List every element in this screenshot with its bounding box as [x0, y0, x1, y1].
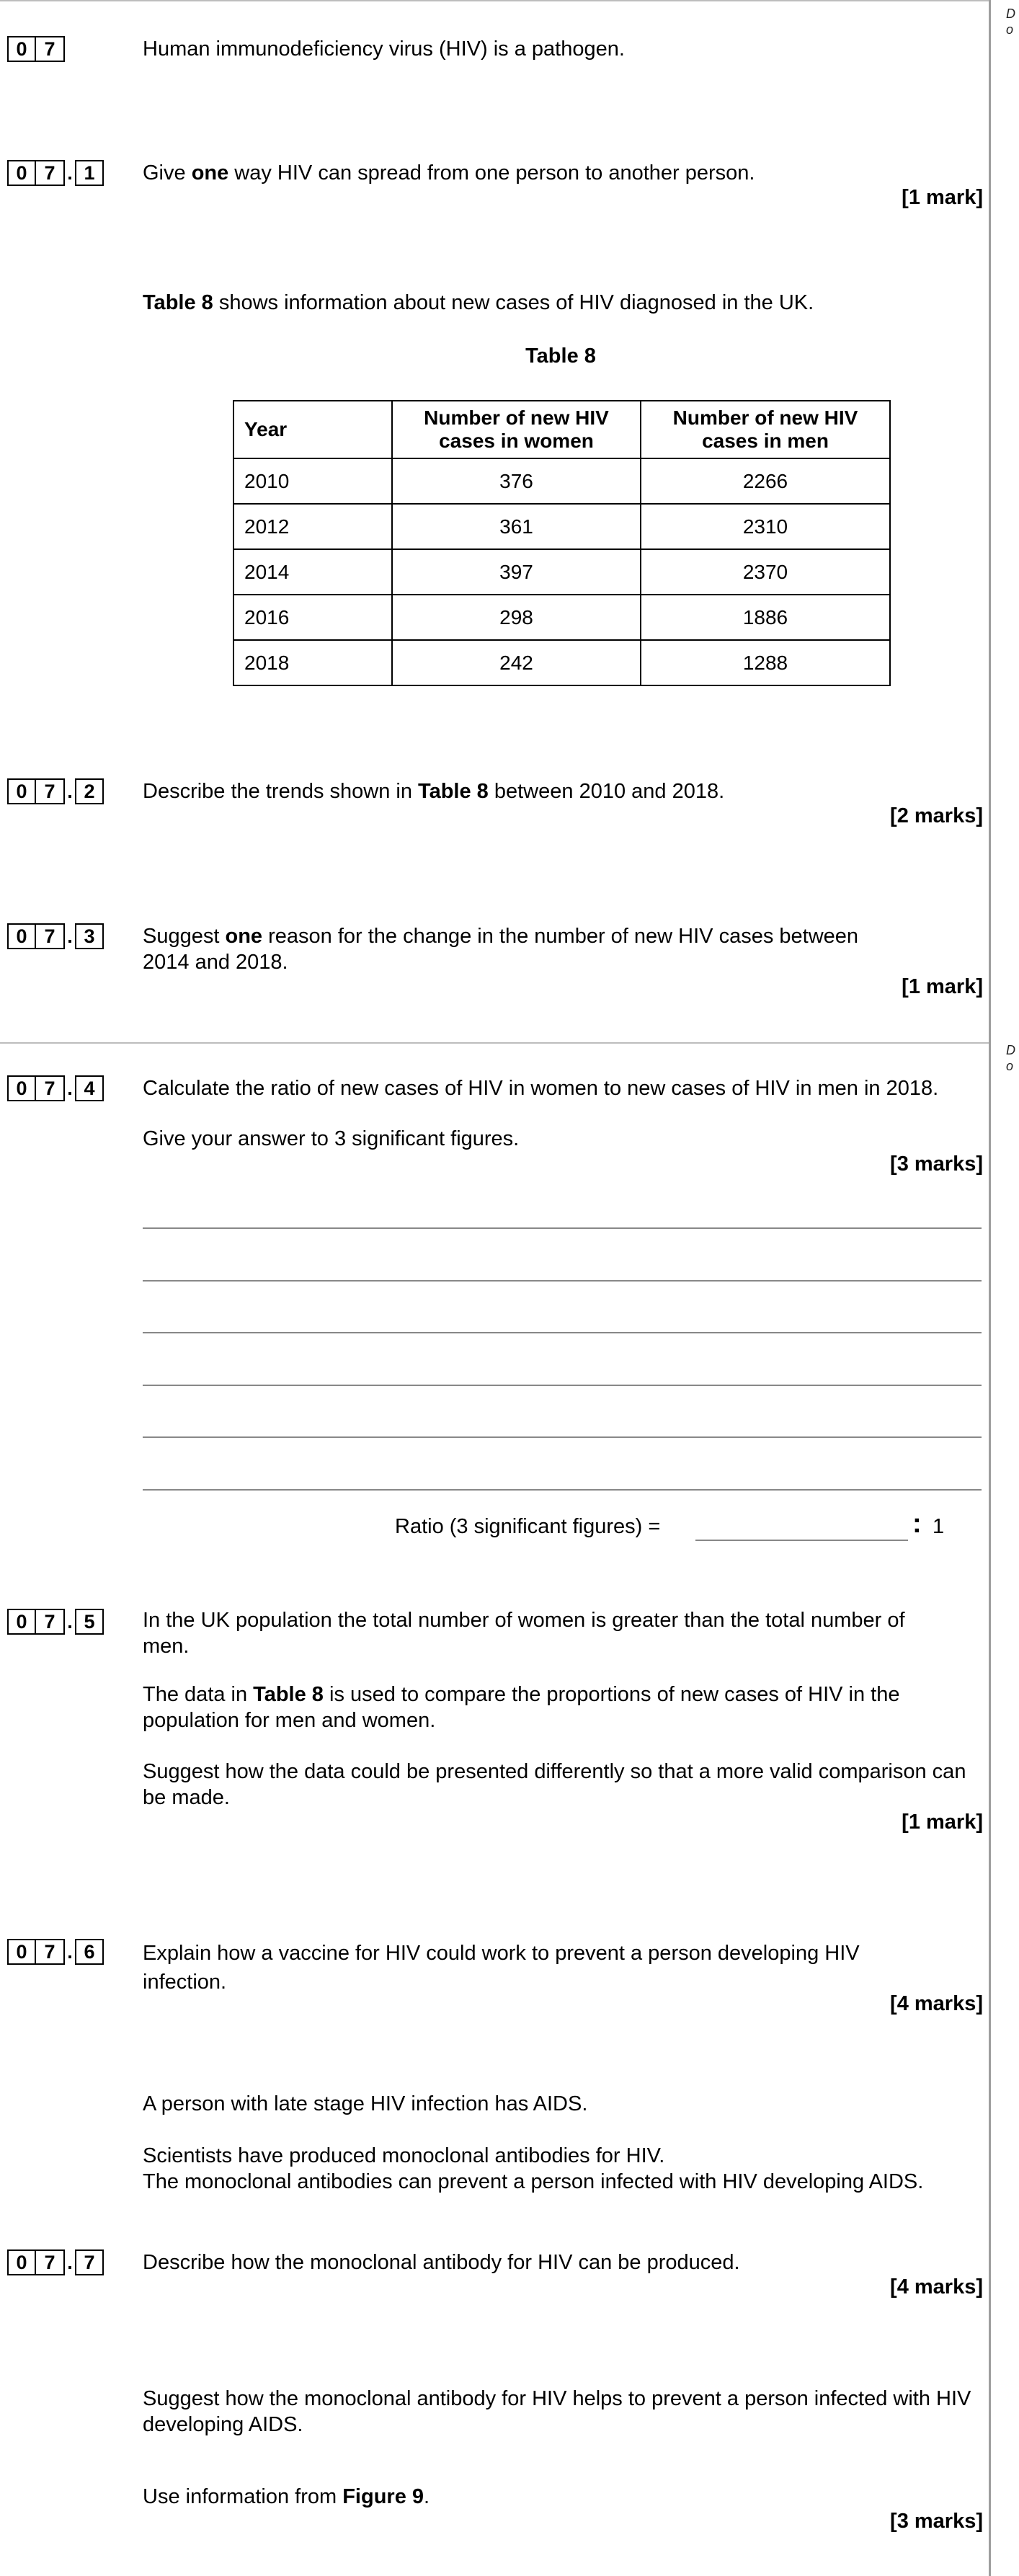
question-07-5-para2: The data in Table 8 is used to compare the proportions of new cases of HIV in the population for men and women.	[143, 1683, 900, 1732]
question-07-4-subtext: Give your answer to 3 significant figures.	[143, 1127, 520, 1150]
question-07-text: Human immunodeficiency virus (HIV) is a pathogen.	[143, 37, 625, 61]
marks-07-7: [4 marks]	[890, 2275, 983, 2299]
aids-info-line-1: A person with late stage HIV infection has AIDS.	[143, 2092, 588, 2115]
ratio-one: 1	[933, 1515, 945, 1538]
page-break-divider	[0, 1042, 989, 1044]
marks-07-1: [1 mark]	[902, 186, 983, 209]
marks-07-2: [2 marks]	[890, 804, 983, 827]
question-07-4-text: Calculate the ratio of new cases of HIV in women to new cases of HIV in men in 2018.	[143, 1077, 939, 1100]
aids-info-line-2: Scientists have produced monoclonal antibodies for HIV.	[143, 2144, 665, 2167]
right-margin-rule-2	[989, 1042, 991, 2576]
table-row: 2014 397 2370	[233, 549, 890, 595]
hiv-cases-table	[233, 400, 891, 686]
question-number-07-5: 0 7 . 5	[7, 1609, 104, 1635]
question-07-3-text: Suggest one reason for the change in the number of new HIV cases between 2014 and 2018.	[143, 925, 859, 974]
question-07-5-para3: Suggest how the data could be presented differently so that a more valid comparison can be made.	[143, 1760, 966, 1809]
table-header-row	[233, 401, 890, 458]
question-number-07-1: 0 7 . 1	[7, 160, 104, 186]
marks-07-8: [3 marks]	[890, 2510, 983, 2533]
right-margin-rule	[989, 0, 991, 1042]
answer-line[interactable]	[143, 1489, 982, 1491]
question-07-1-text: Give one way HIV can spread from one person to another person.	[143, 161, 755, 185]
question-number-07-2: 0 7 . 2	[7, 778, 104, 804]
question-07-8-text: Suggest how the monoclonal antibody for HIV helps to prevent a person infected with HIV developing AIDS.	[143, 2387, 971, 2436]
marks-07-4: [3 marks]	[890, 1152, 983, 1176]
table-row: 2018 242 1288	[233, 640, 890, 685]
marks-07-5: [1 mark]	[902, 1811, 983, 1834]
question-07-5-text: In the UK population the total number of women is greater than the total number of men.	[143, 1609, 905, 1658]
ratio-colon: :	[912, 1509, 922, 1539]
marks-07-3: [1 mark]	[902, 975, 983, 998]
margin-note: D o	[1006, 6, 1015, 37]
answer-line[interactable]	[143, 1280, 982, 1282]
table-caption: Table 8	[525, 345, 596, 368]
question-number-07-7: 0 7 . 7	[7, 2249, 104, 2275]
question-07-2-text: Describe the trends shown in Table 8 between 2010 and 2018.	[143, 780, 725, 803]
question-number-07-4: 0 7 . 4	[7, 1075, 104, 1101]
question-number-07-3: 0 7 . 3	[7, 923, 104, 949]
question-number-07-6: 0 7 . 6	[7, 1939, 104, 1965]
table-row: 2016 298 1886	[233, 595, 890, 640]
ratio-label: Ratio (3 significant figures) =	[395, 1515, 661, 1538]
question-07-7-text: Describe how the monoclonal antibody for HIV can be produced.	[143, 2251, 740, 2274]
marks-07-6: [4 marks]	[890, 1992, 983, 2015]
header-men: Number of new HIV cases in men	[641, 401, 890, 458]
question-07-6-text: Explain how a vaccine for HIV could work to prevent a person developing HIV infection.	[143, 1942, 860, 1994]
answer-line[interactable]	[143, 1332, 982, 1333]
margin-note-2: D o	[1006, 1043, 1015, 1073]
header-women: Number of new HIV cases in women	[392, 401, 641, 458]
header-year: Year	[233, 401, 392, 458]
question-number-07: 0 7	[7, 36, 65, 62]
answer-line[interactable]	[143, 1227, 982, 1229]
aids-info-line-3: The monoclonal antibodies can prevent a person infected with HIV developing AIDS.	[143, 2170, 924, 2193]
table-row: 2012 361 2310	[233, 504, 890, 549]
answer-line[interactable]	[143, 1436, 982, 1438]
table-intro: Table 8 shows information about new cases of HIV diagnosed in the UK.	[143, 291, 814, 314]
answer-line[interactable]	[143, 1385, 982, 1386]
ratio-answer-field[interactable]	[695, 1540, 908, 1541]
question-07-8-use-info: Use information from Figure 9.	[143, 2485, 430, 2508]
page-top-divider	[0, 0, 989, 1]
table-row: 2010 376 2266	[233, 458, 890, 504]
